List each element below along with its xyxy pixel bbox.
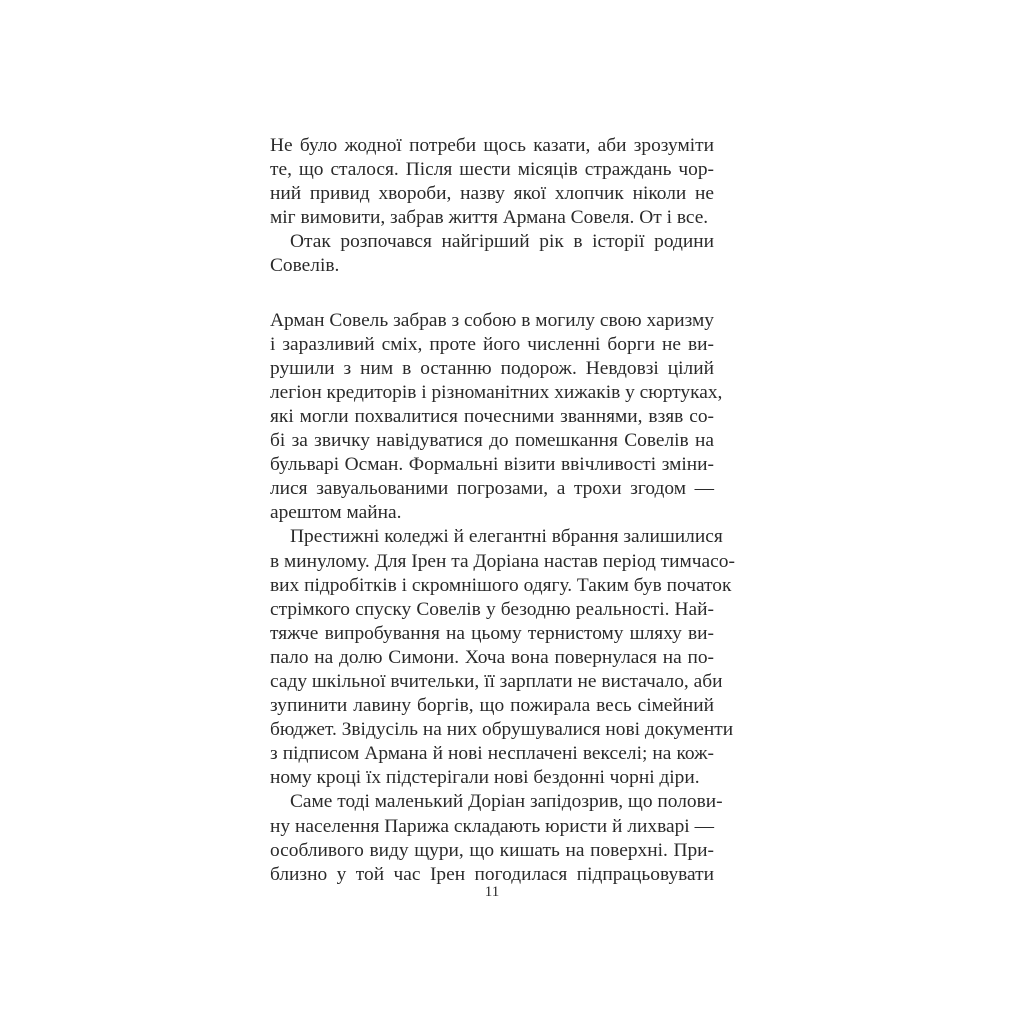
text-line: ну населення Парижа складають юристи й лихварі —	[270, 815, 714, 837]
text-line: те, що сталося. Після шести місяців страждань чор-	[270, 159, 714, 181]
text-line: бульварі Осман. Формальні візити ввічливості змiни-	[270, 454, 714, 476]
text-line: вих підробітків і скромнішого одягу. Таким був початок	[270, 574, 732, 596]
text-line: Совелів.	[270, 255, 340, 277]
page-number: 11	[484, 884, 500, 900]
text-line: близно у той час Ірен погодилася підпрацьовувати	[270, 863, 714, 885]
text-line: з підписом Армана й нові несплачені векселі; на кож-	[270, 743, 714, 765]
paragraph-4	[270, 525, 735, 790]
paragraph-1	[270, 134, 714, 230]
text-line: бюджет. Звідусіль на них обрушувалися нові документи	[270, 719, 734, 741]
paragraph-3	[270, 309, 723, 526]
text-line: рушили з ним в останню подорож. Невдовзі цілий	[270, 357, 714, 379]
body-text	[270, 134, 735, 887]
text-line: легіон кредиторів і різноманітних хижаків у сюртуках,	[270, 381, 723, 403]
text-line: в минулому. Для Ірен та Доріана настав період тимчасо-	[270, 550, 735, 572]
text-line: тяжче випробування на цьому тернистому шляху ви-	[270, 622, 714, 644]
text-line: особливого виду щури, що кишать на поверхні. При-	[270, 839, 714, 861]
paragraph-5	[270, 790, 723, 886]
text-line: пало на долю Симони. Хоча вона повернулася на по-	[270, 646, 714, 668]
text-line: зупинити лавину боргів, що пожирала весь сімейний	[270, 695, 714, 717]
text-line: Престижні коледжі й елегантні вбрання залишилися	[290, 526, 723, 548]
paragraph-2	[270, 230, 714, 278]
text-line: які могли похвалитися почесними званнями, взяв со-	[270, 405, 714, 427]
text-line: арештом майна.	[270, 502, 402, 524]
text-line: лися завуальованими погрозами, а трохи згодом —	[270, 478, 714, 500]
text-line: Саме тоді маленький Доріан запідозрив, що полови-	[290, 791, 723, 813]
text-line: саду шкільної вчительки, її зарплати не вистачало, аби	[270, 670, 723, 692]
text-line: Отак розпочався найгірший рік в історії родини	[290, 231, 714, 253]
text-line: стрімкого спуску Совелів у безодню реальності. Най-	[270, 598, 714, 620]
text-line: міг вимовити, забрав життя Армана Совеля. От і все.	[270, 207, 709, 229]
text-line: бі за звичку навідуватися до помешкання Совелів на	[270, 430, 714, 452]
text-line: Арман Совель забрав з собою в могилу свою харизму	[270, 309, 714, 331]
text-line: Не було жодної потреби щось казати, аби зрозуміти	[270, 135, 714, 156]
section-break	[270, 279, 714, 309]
text-line: ному кроці їх підстерігали нові бездонні чорні діри.	[270, 767, 700, 789]
text-line: і заразливий сміх, проте його численні борги не ви-	[270, 333, 714, 355]
text-line: ний привид хвороби, назву якої хлопчик ніколи не	[270, 183, 714, 205]
